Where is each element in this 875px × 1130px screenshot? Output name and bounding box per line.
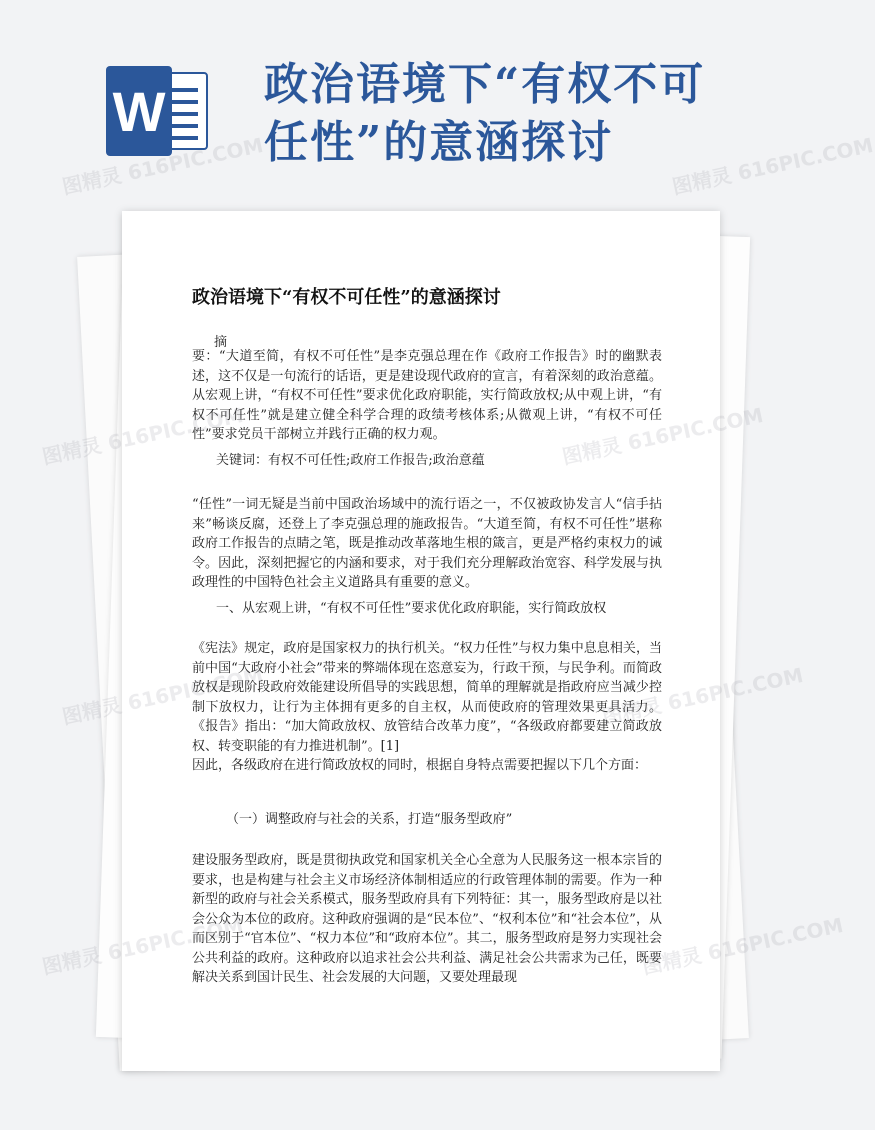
banner-title-line2: 任性”的意涵探讨 [264,117,614,168]
watermark: 图精灵 [40,433,104,469]
watermark: 616PIC.COM [665,662,806,716]
section1-continuation: 因此，各级政府在进行简政放权的同时，根据自身特点需要把握以下几个方面： [192,758,648,773]
word-letter: W [106,66,172,156]
subsection1-heading: （一）调整政府与社会的关系，打造“服务型政府” [226,812,513,827]
watermark: 图精灵 [60,693,124,729]
watermark: 图精灵 616PIC.COM [60,132,266,199]
watermark: 图精灵 616PIC.COM [670,132,875,199]
header [0,0,800,200]
keywords: 关键词：有权不可任性;政府工作报告;政治意蕴 [216,453,485,468]
document-title: 政治语境下“有权不可任性”的意涵探讨 [192,287,501,308]
banner-title-line1: 政治语境下“有权不可 [264,59,706,110]
page-banner-title [264,56,744,172]
section1-paragraph: 《宪法》规定，政府是国家权力的执行机关。“权力任性”与权力集中息息相关，当前中国“大政府小社会”带来的弊端体现在恣意妄为，行政干预，与民争利。而简政放权是现阶段政府效能建设所倡导的实践思想，简单的理解就是指政府应当减少控制下放权力，让行为主体拥有更多的自主权，从而使政府的管理效果更具活力。《报告》指出：“加大简政放权、放管结合改革力度”，“各级政府都要建立简政放权、转变职能的有力推进机制”。[1] [192,641,662,754]
document-page [122,211,720,1071]
word-document-icon [106,66,212,156]
intro-paragraph: “任性”一词无疑是当前中国政治场域中的流行语之一，不仅被政协发言人“信手拈来”畅谈反腐，还登上了李克强总理的施政报告。“大道至简，有权不可任性”堪称政府工作报告的点睛之笔，既是推动改革落地生根的箴言，更是严格约束权力的诫令。因此，深刻把握它的内涵和要求，对于我们充分理解政治宽容、科学发展与执政理性的中国特色社会主义道路具有重要的意义。 [192,497,662,590]
section1-heading: 一、从宏观上讲，“有权不可任性”要求优化政府职能，实行简政放权 [216,601,607,616]
abstract-text: 要：“大道至简，有权不可任性”是李克强总理在作《政府工作报告》时的幽默表述，这不仅是一句流行的话语，更是建设现代政府的宣言，有着深刻的政治意蕴。从宏观上讲，“有权不可任性”要求优化政府职能，实行简政放权;从中观上讲，“有权不可任性”就是建立健全科学合理的政绩考核体系;从微观上讲，“有权不可任性”要求党员干部树立并践行正确的权力观。 [192,349,662,442]
watermark: 616PIC.COM [705,912,846,966]
abstract-label: 摘 [214,335,228,350]
subsection1-paragraph: 建设服务型政府，既是贯彻执政党和国家机关全心全意为人民服务这一根本宗旨的要求，也是构建与社会主义市场经济体制相适应的行政管理体制的需要。作为一种新型的政府与社会关系模式，服务型政府具有下列特征：其一，服务型政府是以社会公众为本位的政府。这种政府强调的是“民本位”、“权利本位”和“社会本位”，从而区别于“官本位”、“权力本位”和“政府本位”。其二，服务型政府是努力实现社会公共利益的政府。这种政府以追求社会公共利益、满足社会公共需求为己任，既要解决关系到国计民生、社会发展的大问题，又要处理最现 [192,853,662,985]
watermark: 图精灵 [40,943,104,979]
